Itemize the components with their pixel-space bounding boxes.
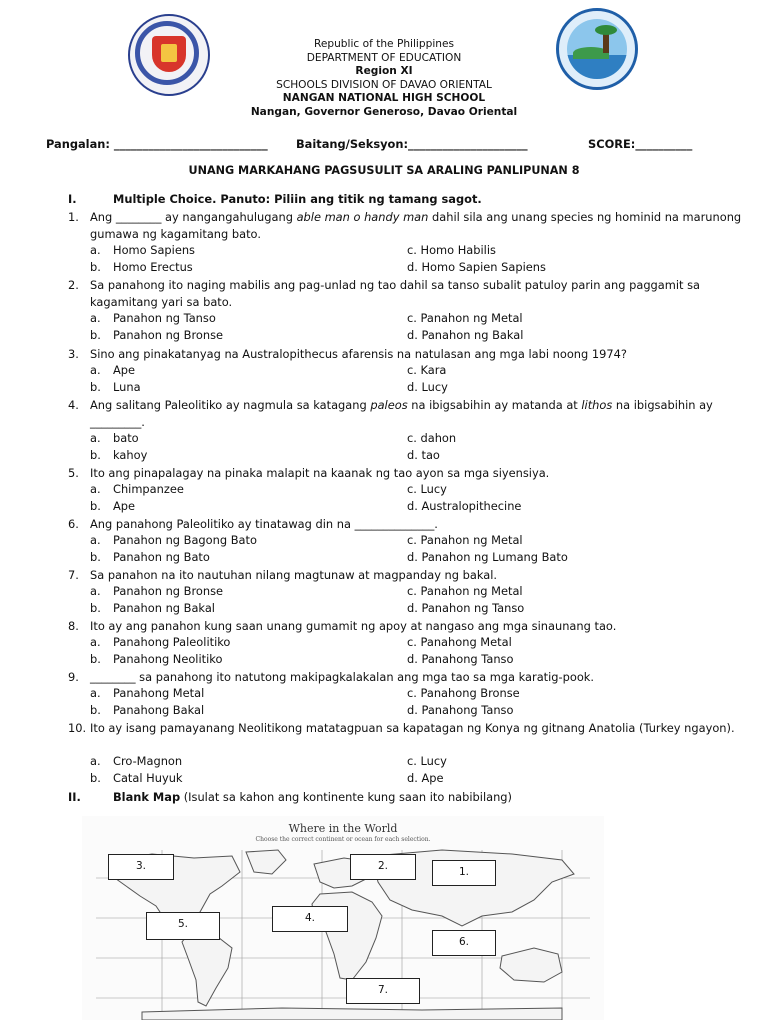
choice-text: d. Homo Sapien Sapiens: [407, 260, 546, 274]
choice-a[interactable]: [90, 533, 350, 550]
choice-text: Panahon ng Bato: [113, 550, 210, 564]
choice-c[interactable]: [407, 431, 667, 448]
choice-d[interactable]: [407, 448, 667, 465]
choice-letter: b.: [90, 550, 101, 564]
choice-c[interactable]: [407, 754, 667, 771]
question-text: [90, 618, 745, 635]
choice-text: Catal Huyuk: [113, 771, 183, 785]
choice-letter: b.: [90, 448, 101, 462]
question-number: 5.: [68, 466, 79, 480]
choice-text: Panahon ng Bronse: [113, 584, 224, 598]
question-text: [90, 567, 745, 584]
choice-a[interactable]: [90, 754, 350, 771]
section-bold-label: Blank Map: [113, 790, 181, 804]
question-text-part: Sa panahong ito naging mabilis ang pag-unlad ng tao dahil sa tanso subalit patuloy parin ang paggamit sa kagamitang yari sa bato.: [90, 278, 701, 309]
question-text-part: Ang panahong Paleolitiko ay tinatawag din na ______________.: [90, 517, 438, 531]
choice-d[interactable]: [407, 380, 667, 397]
choice-text: Panahon ng Bakal: [113, 601, 215, 615]
map-answer-box-5[interactable]: 5.: [146, 912, 220, 940]
choice-text: c. Homo Habilis: [407, 243, 496, 257]
choice-b[interactable]: [90, 601, 350, 618]
choice-a[interactable]: [90, 584, 350, 601]
choice-a[interactable]: [90, 635, 350, 652]
choice-text: Panahong Metal: [113, 686, 205, 700]
choice-text: c. Panahon ng Metal: [407, 584, 523, 598]
choice-letter: a.: [90, 363, 101, 377]
section-numeral: II.: [68, 790, 81, 804]
choice-text: c. Lucy: [407, 482, 447, 496]
choice-d[interactable]: [407, 260, 667, 277]
name-field[interactable]: Pangalan: ___________________________: [46, 137, 268, 151]
grade-section-field[interactable]: Baitang/Seksyon:_____________________: [296, 137, 528, 151]
choice-a[interactable]: [90, 311, 350, 328]
choice-text: c. Panahon ng Metal: [407, 311, 523, 325]
choice-b[interactable]: [90, 550, 350, 567]
choice-text: Homo Erectus: [113, 260, 193, 274]
question-text: [90, 720, 745, 737]
deped-seal-icon: [128, 14, 210, 96]
question-text: [90, 669, 745, 686]
choice-text: c. Panahong Bronse: [407, 686, 520, 700]
choice-text: d. Ape: [407, 771, 444, 785]
choice-text: Panahon ng Tanso: [113, 311, 216, 325]
question-number: 10.: [68, 721, 87, 735]
choice-letter: a.: [90, 431, 101, 445]
choice-d[interactable]: [407, 499, 667, 516]
choice-b[interactable]: [90, 771, 350, 788]
question-number: 4.: [68, 398, 79, 412]
choice-a[interactable]: [90, 243, 350, 260]
question-text: [90, 516, 745, 533]
question-text-part: Sa panahon na ito nautuhan nilang magtunaw at magpanday ng bakal.: [90, 568, 497, 582]
choice-d[interactable]: [407, 328, 667, 345]
choice-a[interactable]: [90, 431, 350, 448]
choice-text: Ape: [113, 499, 136, 513]
choice-text: Homo Sapiens: [113, 243, 195, 257]
choice-d[interactable]: [407, 652, 667, 669]
section-detail: (Isulat sa kahon ang kontinente kung saan ito nabibilang): [180, 790, 512, 804]
map-answer-box-4[interactable]: 4.: [272, 906, 348, 932]
header-division: SCHOOLS DIVISION OF DAVAO ORIENTAL: [276, 78, 492, 91]
choice-b[interactable]: [90, 499, 350, 516]
choice-c[interactable]: [407, 686, 667, 703]
choice-letter: b.: [90, 601, 101, 615]
choice-letter: a.: [90, 311, 101, 325]
choice-text: Panahon ng Bagong Bato: [113, 533, 257, 547]
choice-text: d. Panahong Tanso: [407, 652, 514, 666]
question-number: 9.: [68, 670, 79, 684]
header-address: Nangan, Governor Generoso, Davao Oriental: [250, 105, 518, 118]
header-department: DEPARTMENT OF EDUCATION: [306, 51, 462, 64]
choice-text: d. Panahong Tanso: [407, 703, 514, 717]
choice-text: d. Panahon ng Tanso: [407, 601, 525, 615]
choice-letter: a.: [90, 754, 101, 768]
choice-letter: a.: [90, 686, 101, 700]
question-text-part: dahil sila ang unang species ng hominid na marunong gumawa ng kagamitang bato.: [90, 210, 742, 241]
section-instructions: Multiple Choice. Panuto: Piliin ang titik ng tamang sagot.: [113, 192, 482, 206]
choice-letter: a.: [90, 635, 101, 649]
question-term: lithos: [581, 398, 613, 412]
question-number: 2.: [68, 278, 79, 292]
choice-b[interactable]: [90, 380, 350, 397]
choice-text: Panahong Paleolitiko: [113, 635, 231, 649]
question-text: [90, 465, 745, 482]
question-text-part: na ibigsabihin ay _________.: [90, 398, 713, 429]
choice-text: kahoy: [113, 448, 148, 462]
choice-c[interactable]: [407, 243, 667, 260]
world-map: [82, 816, 604, 1020]
question-text: [90, 397, 745, 431]
choice-b[interactable]: [90, 448, 350, 465]
question-term: paleos: [370, 398, 408, 412]
question-text: [90, 277, 745, 311]
choice-d[interactable]: [407, 703, 667, 720]
choice-text: Luna: [113, 380, 141, 394]
question-text: [90, 209, 745, 243]
choice-letter: b.: [90, 380, 101, 394]
header-republic: Republic of the Philippines: [313, 38, 455, 50]
question-text-part: na ibigsabihin ay matanda at: [407, 398, 582, 412]
choice-d[interactable]: [407, 601, 667, 618]
choice-text: Panahong Bakal: [113, 703, 205, 717]
choice-text: c. dahon: [407, 431, 457, 445]
question-number: 3.: [68, 347, 79, 361]
choice-b[interactable]: [90, 260, 350, 277]
choice-c[interactable]: [407, 533, 667, 550]
choice-text: Panahong Neolitiko: [113, 652, 223, 666]
choice-d[interactable]: [407, 550, 667, 567]
choice-letter: b.: [90, 652, 101, 666]
choice-a[interactable]: [90, 686, 350, 703]
question-number: 1.: [68, 210, 79, 224]
question-number: 7.: [68, 568, 79, 582]
question-text: [90, 346, 745, 363]
map-answer-box-6[interactable]: 6.: [432, 930, 496, 956]
choice-letter: a.: [90, 584, 101, 598]
school-seal-icon: [556, 8, 638, 90]
map-answer-box-1[interactable]: 1.: [432, 860, 496, 886]
choice-text: bato: [113, 431, 139, 445]
choice-text: Cro-Magnon: [113, 754, 183, 768]
question-text-part: Sino ang pinakatanyag na Australopithecus afarensis na natulasan ang mga labi noong 1974?: [90, 347, 627, 361]
school-header: [200, 38, 568, 120]
score-field[interactable]: SCORE:__________: [588, 137, 693, 151]
choice-c[interactable]: [407, 311, 667, 328]
choice-letter: b.: [90, 499, 101, 513]
choice-text: d. Australopithecine: [407, 499, 522, 513]
choice-letter: a.: [90, 533, 101, 547]
choice-letter: b.: [90, 771, 101, 785]
header-school: NANGAN NATIONAL HIGH SCHOOL: [282, 92, 486, 105]
choice-letter: b.: [90, 703, 101, 717]
choice-text: d. Panahon ng Lumang Bato: [407, 550, 568, 564]
choice-text: Panahon ng Bronse: [113, 328, 224, 342]
question-text-part: Ang ________ ay nangangahulugang: [90, 210, 297, 224]
exam-title: UNANG MARKAHANG PAGSUSULIT SA ARALING PANLIPUNAN 8: [188, 164, 580, 177]
choice-letter: b.: [90, 260, 101, 274]
choice-letter: b.: [90, 328, 101, 342]
choice-text: Ape: [113, 363, 136, 377]
section-numeral: I.: [68, 192, 77, 206]
question-number: 8.: [68, 619, 79, 633]
question-text-part: Ito ay ang panahon kung saan unang gumamit ng apoy at nangaso ang mga sinaunang tao.: [90, 619, 617, 633]
choice-text: c. Lucy: [407, 754, 447, 768]
choice-letter: a.: [90, 482, 101, 496]
choice-text: c. Panahong Metal: [407, 635, 512, 649]
choice-text: c. Panahon ng Metal: [407, 533, 523, 547]
choice-text: d. Lucy: [407, 380, 448, 394]
choice-a[interactable]: [90, 363, 350, 380]
question-term: able man o handy man: [296, 210, 429, 224]
header-region: Region XI: [355, 65, 413, 78]
map-subtitle: Choose the correct continent or ocean for each selection.: [255, 836, 431, 843]
map-answer-box-3[interactable]: 3.: [108, 854, 174, 880]
question-text-part: Ito ay isang pamayanang Neolitikong matatagpuan sa kapatagan ng Konya ng gitnang Anatolia (Turkey ngayon).: [90, 721, 735, 735]
choice-c[interactable]: [407, 363, 667, 380]
choice-c[interactable]: [407, 482, 667, 499]
choice-letter: a.: [90, 243, 101, 257]
map-title: Where in the World: [288, 822, 398, 835]
choice-text: Chimpanzee: [113, 482, 184, 496]
choice-b[interactable]: [90, 652, 350, 669]
section-instructions: [113, 790, 512, 804]
map-answer-box-7[interactable]: 7.: [346, 978, 420, 1004]
choice-text: d. Panahon ng Bakal: [407, 328, 524, 342]
choice-c[interactable]: [407, 635, 667, 652]
question-text-part: ________ sa panahong ito natutong makipagkalakalan ang mga tao sa mga karatig-pook.: [90, 670, 595, 684]
choice-b[interactable]: [90, 703, 350, 720]
choice-text: d. tao: [407, 448, 440, 462]
map-answer-box-2[interactable]: 2.: [350, 854, 416, 880]
choice-b[interactable]: [90, 328, 350, 345]
choice-text: c. Kara: [407, 363, 447, 377]
question-text-part: Ito ang pinapalagay na pinaka malapit na kaanak ng tao ayon sa mga siyensiya.: [90, 466, 550, 480]
choice-a[interactable]: [90, 482, 350, 499]
choice-d[interactable]: [407, 771, 667, 788]
choice-c[interactable]: [407, 584, 667, 601]
question-text-part: Ang salitang Paleolitiko ay nagmula sa katagang: [90, 398, 371, 412]
question-number: 6.: [68, 517, 79, 531]
